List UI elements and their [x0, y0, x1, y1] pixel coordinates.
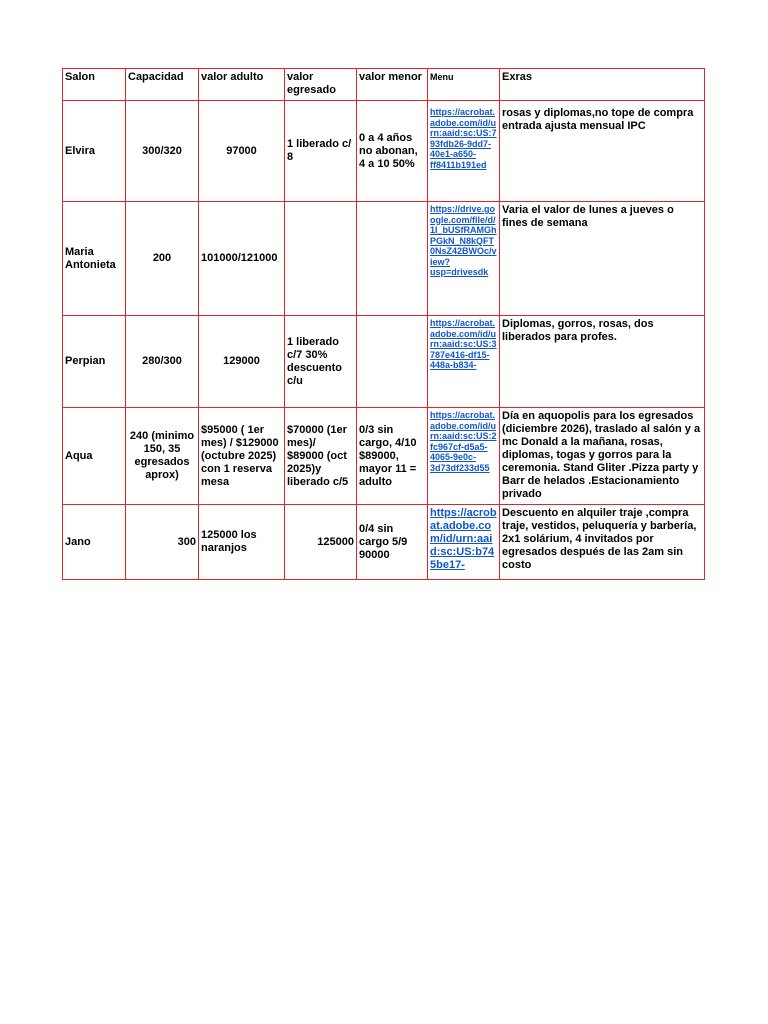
table-header-row	[63, 69, 705, 101]
salon-comparison-table	[62, 68, 705, 580]
cell-valor-egresado: $70000 (1er mes)/ $89000 (oct 2025)y liberado c/5	[285, 408, 357, 505]
cell-extras: Descuento en alquiler traje ,compra traje, vestidos, peluquería y barbería, 2x1 solárium, 4 invitados por egresados después de las 2am sin costo	[500, 505, 705, 580]
table-row	[63, 202, 705, 316]
cell-salon: Maria Antonieta	[63, 202, 126, 316]
table-row	[63, 408, 705, 505]
cell-valor-egresado: 1 liberado c/ 8	[285, 101, 357, 202]
header-valor-adulto: valor adulto	[199, 69, 285, 101]
cell-valor-menor	[357, 202, 428, 316]
menu-link-text[interactable]: https://drive.google.com/file/d/1l_bUSfRAMGhPGkN_N8kQFT0NsZ42BWOc/view?usp=drivesdk	[430, 204, 497, 277]
cell-capacidad: 280/300	[126, 316, 199, 408]
menu-link-text[interactable]: https://acrobat.adobe.com/id/urn:aaid:sc:US:2fc967cf-d5a5-4065-9e0c-3d73df233d55	[430, 410, 497, 473]
cell-extras: Diplomas, gorros, rosas, dos liberados para profes.	[500, 316, 705, 408]
menu-link-text[interactable]: https://acrobat.adobe.com/id/urn:aaid:sc:US:b745be17-	[430, 507, 497, 571]
cell-valor-menor: 0/4 sin cargo 5/9 90000	[357, 505, 428, 580]
cell-menu-link[interactable]	[428, 408, 500, 505]
cell-valor-egresado	[285, 202, 357, 316]
table-row	[63, 101, 705, 202]
cell-valor-egresado: 125000	[285, 505, 357, 580]
table-row	[63, 316, 705, 408]
cell-valor-menor: 0 a 4 años no abonan, 4 a 10 50%	[357, 101, 428, 202]
header-valor-menor: valor menor	[357, 69, 428, 101]
cell-capacidad: 300/320	[126, 101, 199, 202]
cell-menu-link[interactable]	[428, 316, 500, 408]
cell-menu-link[interactable]	[428, 101, 500, 202]
cell-capacidad: 300	[126, 505, 199, 580]
cell-valor-adulto: 129000	[199, 316, 285, 408]
cell-capacidad: 240 (minimo 150, 35 egresados aprox)	[126, 408, 199, 505]
cell-valor-adulto: 101000/121000	[199, 202, 285, 316]
cell-valor-adulto: 97000	[199, 101, 285, 202]
cell-menu-link[interactable]	[428, 505, 500, 580]
table-row	[63, 505, 705, 580]
menu-link-text[interactable]: https://acrobat.adobe.com/id/urn:aaid:sc:US:3787e416-df15-448a-b834-	[430, 318, 497, 370]
cell-salon: Elvira	[63, 101, 126, 202]
menu-link-text[interactable]: https://acrobat.adobe.com/id/urn:aaid:sc:US:793fdb26-9dd7-40e1-a650-ff8411b191ed	[430, 107, 497, 170]
extras-text: rosas y diplomas,no tope de compra entrada ajusta mensual IPC	[502, 107, 694, 132]
cell-valor-adulto: 125000 los naranjos	[199, 505, 285, 580]
cell-extras: Día en aquopolis para los egresados (diciembre 2026), traslado al salón y a mc Donald a la mañana, rosas, diplomas, togas y gorros para la ceremonia. Stand Gliter .Pizza party y Barr de helados .Estacionamiento privado	[500, 408, 705, 505]
cell-valor-adulto: $95000 ( 1er mes) / $129000 (octubre 2025) con 1 reserva mesa	[199, 408, 285, 505]
header-salon: Salon	[63, 69, 126, 101]
cell-valor-menor: 0/3 sin cargo, 4/10 $89000, mayor 11 = adulto	[357, 408, 428, 505]
cell-menu-link[interactable]	[428, 202, 500, 316]
cell-salon: Jano	[63, 505, 126, 580]
header-menu: Menu	[428, 69, 500, 101]
cell-valor-menor	[357, 316, 428, 408]
cell-valor-egresado: 1 liberado c/7 30% descuento c/u	[285, 316, 357, 408]
header-capacidad: Capacidad	[126, 69, 199, 101]
cell-extras: Varia el valor de lunes a jueves o fines de semana	[500, 202, 705, 316]
cell-salon: Perpian	[63, 316, 126, 408]
header-extras: Exras	[500, 69, 705, 101]
cell-capacidad: 200	[126, 202, 199, 316]
cell-salon: Aqua	[63, 408, 126, 505]
header-valor-egresado: valor egresado	[285, 69, 357, 101]
cell-extras	[500, 101, 705, 202]
